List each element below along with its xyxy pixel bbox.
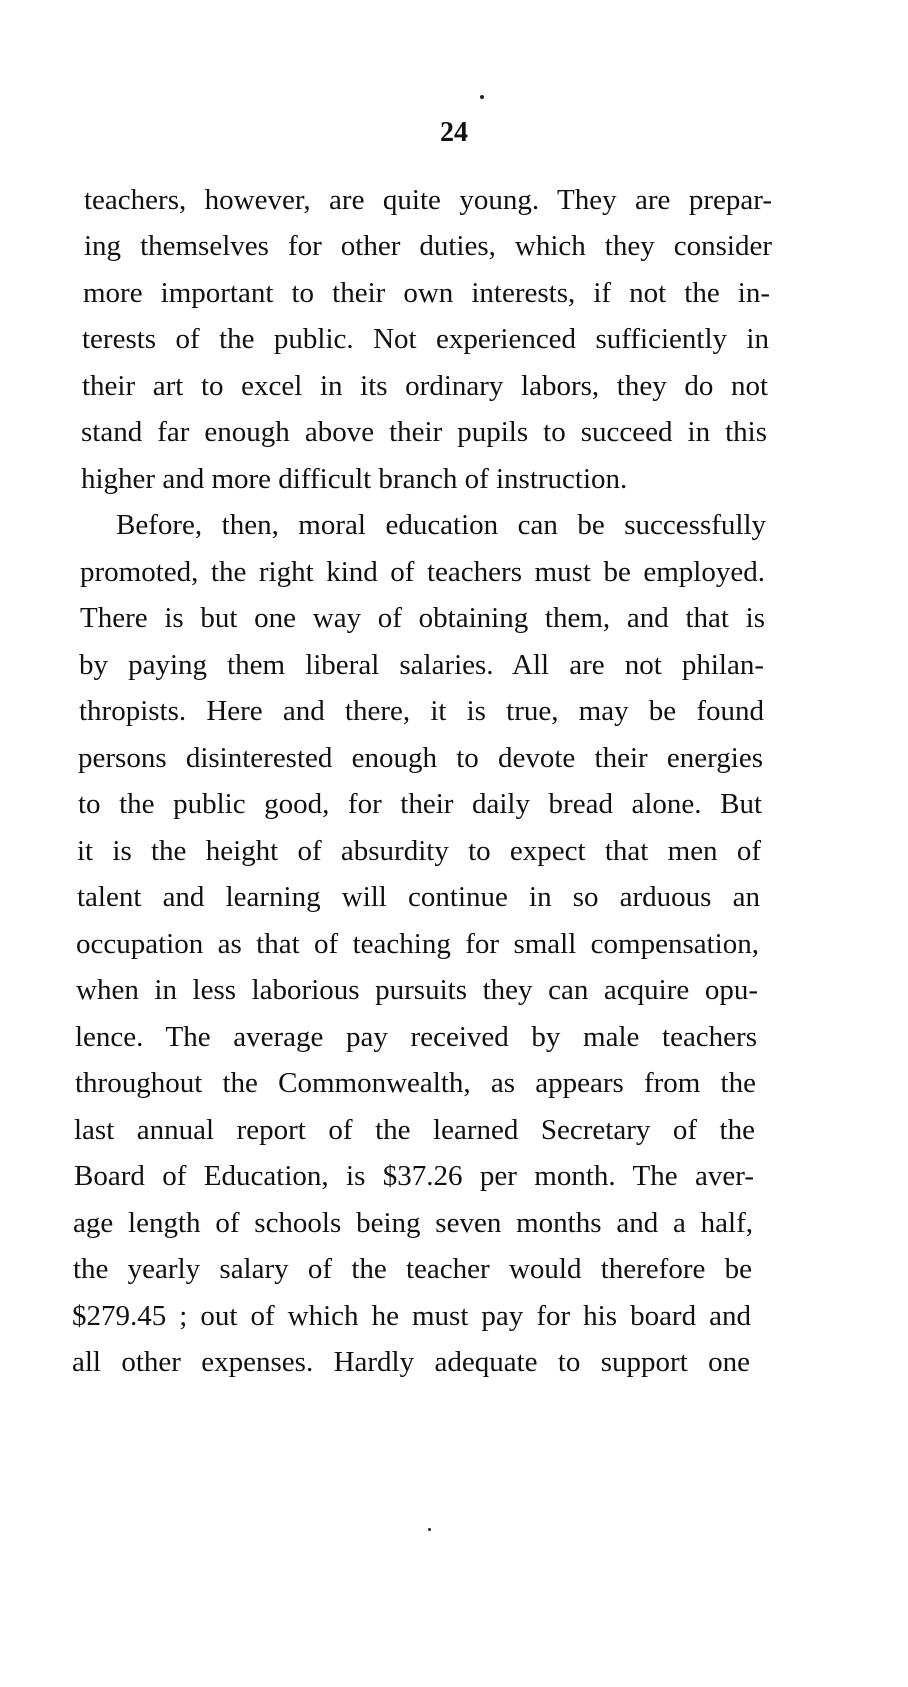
text-line: teachers, however, are quite young. They are prepar- <box>84 184 772 216</box>
page-number: 24 <box>440 117 468 148</box>
text-line: $279.45 ; out of which he must pay for his board and <box>72 1300 751 1332</box>
text-line: Before, then, moral education can be successfully <box>116 509 766 541</box>
text-line: lence. The average pay received by male teachers <box>75 1021 757 1053</box>
text-line: talent and learning will continue in so arduous an <box>77 881 760 913</box>
text-line: all other expenses. Hardly adequate to support one <box>72 1346 750 1378</box>
text-line: terests of the public. Not experienced sufficiently in <box>82 323 769 355</box>
text-line: There is but one way of obtaining them, and that is <box>80 602 765 634</box>
text-line: by paying them liberal salaries. All are not philan- <box>79 649 764 681</box>
text-line: to the public good, for their daily bread alone. But <box>78 788 762 820</box>
text-line: thropists. Here and there, it is true, may be found <box>79 695 764 727</box>
text-line: stand far enough above their pupils to succeed in this <box>81 416 767 448</box>
text-line: the yearly salary of the teacher would therefore be <box>73 1253 752 1285</box>
text-line: more important to their own interests, if not the in- <box>83 277 770 309</box>
text-line: persons disinterested enough to devote their energies <box>78 742 763 774</box>
ink-speck <box>428 1528 431 1531</box>
text-line: Board of Education, is $37.26 per month. The aver- <box>74 1160 754 1192</box>
text-line: ing themselves for other duties, which they consider <box>84 230 772 262</box>
text-line: last annual report of the learned Secretary of the <box>74 1114 755 1146</box>
text-line: higher and more difficult branch of instruction. <box>81 463 628 495</box>
text-line: it is the height of absurdity to expect that men of <box>77 835 761 867</box>
text-line: promoted, the right kind of teachers must be employed. <box>80 556 765 588</box>
ink-speck <box>480 95 484 99</box>
text-line: throughout the Commonwealth, as appears from the <box>75 1067 756 1099</box>
text-line: occupation as that of teaching for small compensation, <box>76 928 759 960</box>
text-line: when in less laborious pursuits they can acquire opu- <box>76 974 758 1006</box>
text-line: age length of schools being seven months and a half, <box>73 1207 753 1239</box>
text-line: their art to excel in its ordinary labors, they do not <box>82 370 768 402</box>
